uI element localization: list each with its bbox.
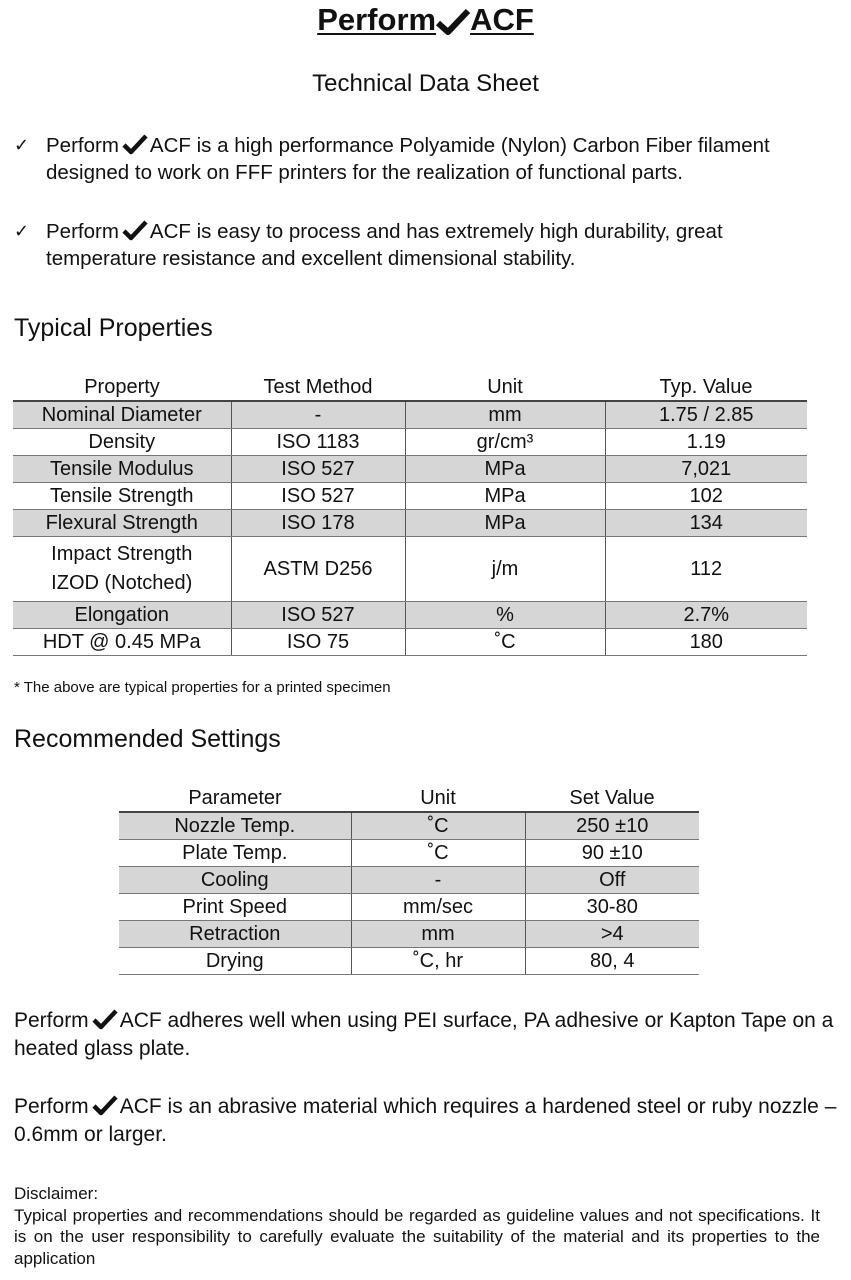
table-cell: ISO 527 xyxy=(231,483,405,510)
nozzle-note xyxy=(14,1093,839,1149)
typical-properties-heading: Typical Properties xyxy=(14,314,213,342)
table-cell: >4 xyxy=(525,921,699,948)
recommended-settings-heading: Recommended Settings xyxy=(14,725,281,753)
bullet-text: ACF is easy to process and has extremely high durability, great temperature resistance and excellent dimensional stability. xyxy=(46,220,723,270)
table-cell: 112 xyxy=(605,537,807,602)
table-cell: j/m xyxy=(405,537,605,602)
table-cell: Off xyxy=(525,867,699,894)
table-cell: MPa xyxy=(405,456,605,483)
table-cell: ISO 527 xyxy=(231,602,405,629)
table-row xyxy=(119,840,699,867)
table-cell: 7,021 xyxy=(605,456,807,483)
table-cell: Tensile Modulus xyxy=(13,456,231,483)
table-cell: - xyxy=(231,401,405,429)
table-cell: Plate Temp. xyxy=(119,840,351,867)
document-subtitle: Technical Data Sheet xyxy=(312,70,539,97)
table-cell: Print Speed xyxy=(119,894,351,921)
checkmark-icon xyxy=(92,1095,118,1116)
table-row xyxy=(119,948,699,975)
checkmark-icon xyxy=(92,1009,118,1030)
table-cell: 80, 4 xyxy=(525,948,699,975)
table-cell: ˚C xyxy=(351,812,525,840)
table-cell: % xyxy=(405,602,605,629)
disclaimer-label: Disclaimer: xyxy=(14,1184,99,1203)
table-cell: Drying xyxy=(119,948,351,975)
table-row xyxy=(13,456,807,483)
table-cell: ASTM D256 xyxy=(231,537,405,602)
brand-name: Perform xyxy=(46,134,119,157)
table-cell: mm xyxy=(405,401,605,429)
table-cell: mm/sec xyxy=(351,894,525,921)
table-cell: 1.75 / 2.85 xyxy=(605,401,807,429)
bullet-check-icon: ✓ xyxy=(14,221,30,241)
column-header: Typ. Value xyxy=(659,376,753,398)
table-cell: Nominal Diameter xyxy=(13,401,231,429)
table-row xyxy=(13,510,807,537)
intro-bullet xyxy=(14,218,814,272)
column-header: Unit xyxy=(420,787,456,809)
typical-properties-table xyxy=(13,374,807,656)
note-text: ACF is an abrasive material which requires a hardened steel or ruby nozzle – 0.6mm or larger. xyxy=(14,1095,837,1146)
table-cell: 90 ±10 xyxy=(525,840,699,867)
brand-name: Perform xyxy=(46,220,119,243)
table-cell: ˚C, hr xyxy=(351,948,525,975)
intro-bullet xyxy=(14,132,814,186)
table-footnote: * The above are typical properties for a printed specimen xyxy=(14,679,391,696)
adhesion-note xyxy=(14,1007,839,1063)
note-text: ACF adheres well when using PEI surface, PA adhesive or Kapton Tape on a heated glass plate. xyxy=(14,1009,834,1060)
product-name: ACF xyxy=(470,2,534,37)
disclaimer xyxy=(14,1183,820,1269)
wrapped-cell-text: Impact Strength IZOD (Notched) xyxy=(51,543,193,594)
table-row xyxy=(13,537,807,602)
table-cell: ISO 75 xyxy=(231,629,405,656)
table-cell: MPa xyxy=(405,510,605,537)
table-cell: 1.19 xyxy=(605,429,807,456)
table-cell: ˚C xyxy=(405,629,605,656)
table-cell: - xyxy=(351,867,525,894)
table-cell: mm xyxy=(351,921,525,948)
table-cell: Cooling xyxy=(119,867,351,894)
table-cell: Density xyxy=(13,429,231,456)
table-cell: 2.7% xyxy=(605,602,807,629)
table-cell: Nozzle Temp. xyxy=(119,812,351,840)
table-row xyxy=(119,867,699,894)
table-row xyxy=(13,602,807,629)
table-cell: 250 ±10 xyxy=(525,812,699,840)
table-cell: Flexural Strength xyxy=(13,510,231,537)
document-title xyxy=(0,2,851,38)
table-row xyxy=(119,894,699,921)
table-cell: ISO 1183 xyxy=(231,429,405,456)
table-cell: Retraction xyxy=(119,921,351,948)
column-header: Parameter xyxy=(188,787,282,809)
table-row xyxy=(119,812,699,840)
table-row xyxy=(13,401,807,429)
recommended-settings-table xyxy=(119,785,699,975)
bullet-check-icon: ✓ xyxy=(14,135,30,155)
brand-name: Perform xyxy=(14,1095,89,1118)
brand-name: Perform xyxy=(317,2,437,37)
brand-name: Perform xyxy=(14,1009,89,1032)
table-row xyxy=(13,483,807,510)
checkmark-icon xyxy=(122,220,148,241)
table-header-row xyxy=(119,785,699,812)
table-cell: gr/cm³ xyxy=(405,429,605,456)
table-cell: 30-80 xyxy=(525,894,699,921)
table-cell: Elongation xyxy=(13,602,231,629)
table-cell: ISO 527 xyxy=(231,456,405,483)
table-cell: ISO 178 xyxy=(231,510,405,537)
checkmark-icon xyxy=(436,9,470,35)
column-header: Set Value xyxy=(569,787,655,809)
table-cell: 180 xyxy=(605,629,807,656)
column-header: Unit xyxy=(487,376,523,398)
bullet-text: ACF is a high performance Polyamide (Nylon) Carbon Fiber filament designed to work on FFF printers for the realization of functional parts. xyxy=(46,134,770,184)
table-row xyxy=(13,629,807,656)
table-cell: HDT @ 0.45 MPa xyxy=(13,629,231,656)
table-cell: MPa xyxy=(405,483,605,510)
table-cell xyxy=(13,537,231,602)
table-header-row xyxy=(13,374,807,401)
table-cell: Tensile Strength xyxy=(13,483,231,510)
table-cell: ˚C xyxy=(351,840,525,867)
column-header: Test Method xyxy=(263,376,373,398)
column-header: Property xyxy=(84,376,160,398)
disclaimer-text: Typical properties and recommendations should be regarded as guideline values and not specifications. It is on the user responsibility to carefully evaluate the suitability of the material and its properties to the application xyxy=(14,1205,820,1268)
table-cell: 102 xyxy=(605,483,807,510)
table-cell: 134 xyxy=(605,510,807,537)
table-row xyxy=(13,429,807,456)
checkmark-icon xyxy=(122,134,148,155)
table-row xyxy=(119,921,699,948)
